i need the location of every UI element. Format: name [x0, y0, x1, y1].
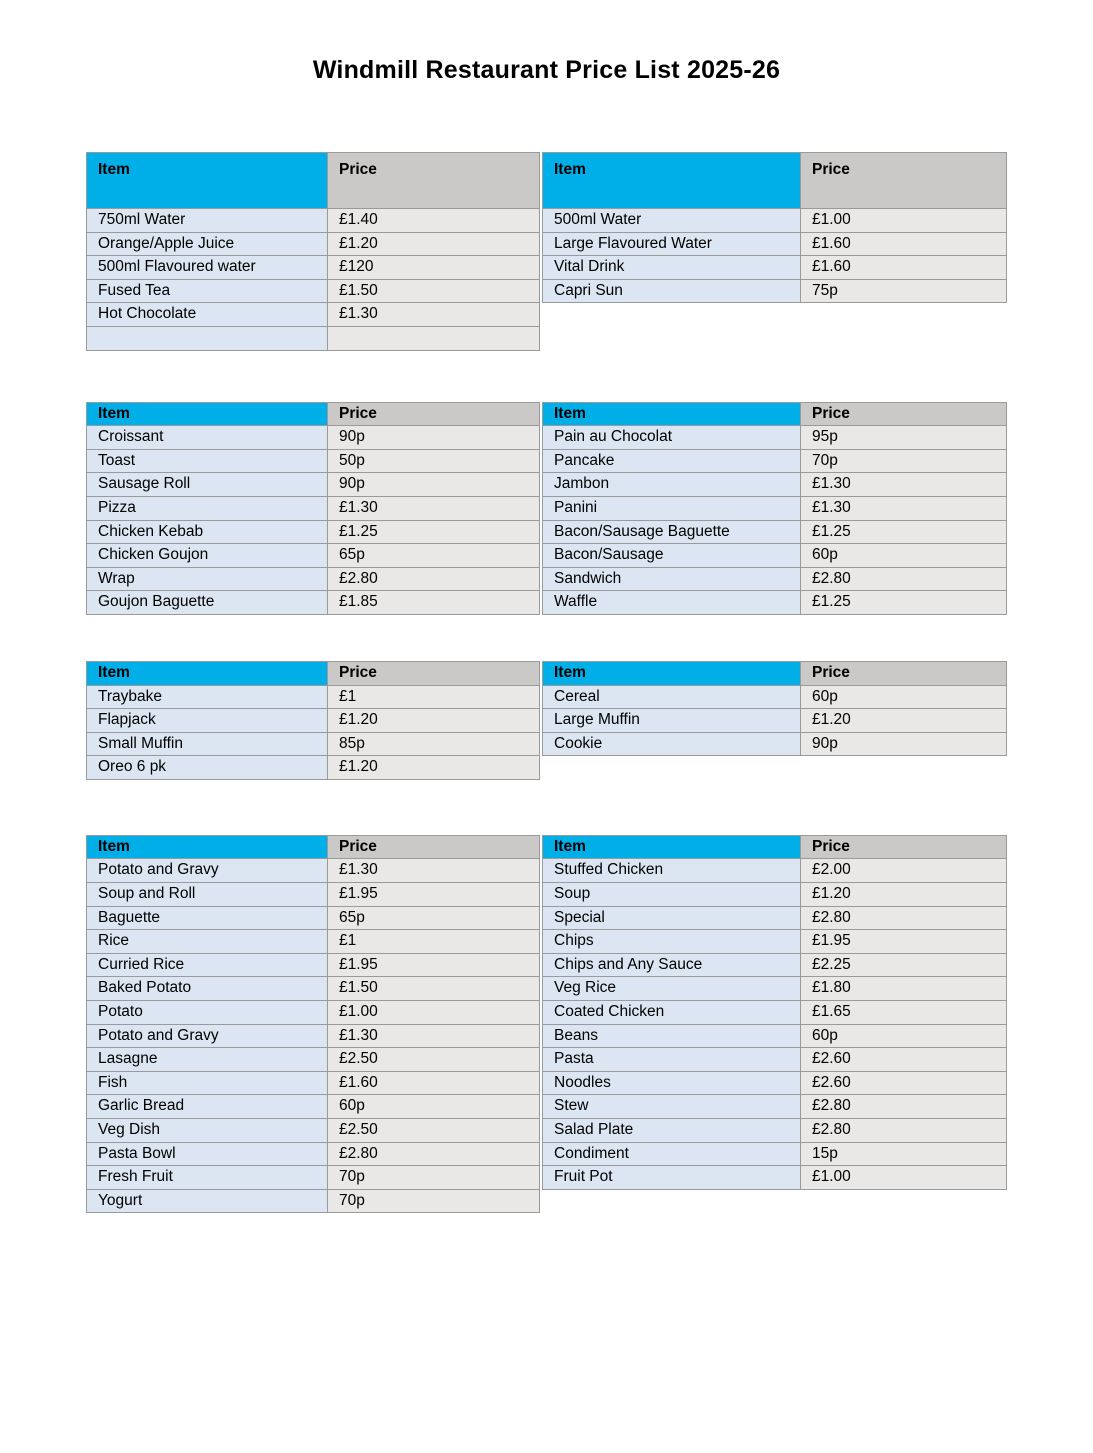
block-spacer	[86, 351, 1008, 402]
column-header-price: Price	[328, 402, 540, 426]
table-header-row	[543, 661, 1007, 685]
cell-item-name: 500ml Flavoured water	[87, 256, 328, 280]
price-table-drinks-right	[542, 152, 1007, 303]
cell-item-price: £1.60	[801, 256, 1007, 280]
table-row	[87, 1142, 540, 1166]
cell-item-name: Panini	[543, 496, 801, 520]
cell-item-price: £1.60	[328, 1071, 540, 1095]
cell-item-price: £1.95	[801, 930, 1007, 954]
cell-empty-price	[328, 326, 540, 350]
table-row	[543, 1142, 1007, 1166]
cell-item-price: £120	[328, 256, 540, 280]
table-row	[87, 756, 540, 780]
table-row	[87, 520, 540, 544]
cell-item-price: 95p	[801, 426, 1007, 450]
table-row	[87, 232, 540, 256]
cell-item-price: £2.60	[801, 1071, 1007, 1095]
table-row	[543, 496, 1007, 520]
cell-item-name: Oreo 6 pk	[87, 756, 328, 780]
column-header-price: Price	[328, 153, 540, 209]
cell-item-price: £2.80	[328, 567, 540, 591]
cell-item-name: Baked Potato	[87, 977, 328, 1001]
table-row	[87, 426, 540, 450]
cell-item-name: Fused Tea	[87, 279, 328, 303]
cell-item-price: 75p	[801, 279, 1007, 303]
cell-item-name: Goujon Baguette	[87, 591, 328, 615]
table-row	[87, 1024, 540, 1048]
cell-item-price: £1	[328, 930, 540, 954]
cell-item-name: Hot Chocolate	[87, 303, 328, 327]
table-row	[543, 685, 1007, 709]
table-row	[543, 256, 1007, 280]
cell-item-name: Chicken Goujon	[87, 544, 328, 568]
table-row	[543, 906, 1007, 930]
cell-item-price: 90p	[328, 426, 540, 450]
cell-item-price: £2.80	[801, 567, 1007, 591]
cell-item-price: £2.25	[801, 953, 1007, 977]
table-row	[87, 1166, 540, 1190]
table-row	[87, 709, 540, 733]
table-row	[543, 209, 1007, 233]
table-row	[87, 1071, 540, 1095]
cell-item-price: 90p	[328, 473, 540, 497]
cell-item-price: £1.00	[801, 209, 1007, 233]
cell-item-name: Vital Drink	[543, 256, 801, 280]
cell-item-name: Yogurt	[87, 1189, 328, 1213]
price-table-drinks-left	[86, 152, 540, 351]
cell-item-name: Orange/Apple Juice	[87, 232, 328, 256]
table-row	[543, 1095, 1007, 1119]
cell-item-price: £1.20	[328, 232, 540, 256]
table-row	[543, 591, 1007, 615]
column-header-price: Price	[801, 661, 1007, 685]
table-row	[87, 544, 540, 568]
cell-item-price: £1.20	[801, 883, 1007, 907]
table-row	[87, 256, 540, 280]
cell-item-price: £1.95	[328, 953, 540, 977]
cell-item-name: Coated Chicken	[543, 1001, 801, 1025]
cell-item-name: Traybake	[87, 685, 328, 709]
cell-item-price: £1.50	[328, 279, 540, 303]
table-header-row	[87, 153, 540, 209]
table-row	[543, 732, 1007, 756]
table-row	[87, 977, 540, 1001]
cell-item-price: £1.30	[328, 859, 540, 883]
table-row	[87, 449, 540, 473]
cell-empty-item	[87, 326, 328, 350]
cell-item-name: Potato and Gravy	[87, 859, 328, 883]
table-row	[87, 732, 540, 756]
cell-item-name: Baguette	[87, 906, 328, 930]
cell-item-price: £2.80	[328, 1142, 540, 1166]
cell-item-price: 50p	[328, 449, 540, 473]
table-row	[87, 209, 540, 233]
cell-item-name: Capri Sun	[543, 279, 801, 303]
cell-item-name: Cereal	[543, 685, 801, 709]
cell-item-price: 15p	[801, 1142, 1007, 1166]
cell-item-price: £1.30	[801, 496, 1007, 520]
cell-item-name: Lasagne	[87, 1048, 328, 1072]
cell-item-price: £2.60	[801, 1048, 1007, 1072]
cell-item-name: Small Muffin	[87, 732, 328, 756]
table-row	[543, 859, 1007, 883]
cell-item-price: £1.25	[801, 591, 1007, 615]
cell-item-name: Fruit Pot	[543, 1166, 801, 1190]
cell-item-name: Bacon/Sausage	[543, 544, 801, 568]
table-row	[543, 567, 1007, 591]
column-header-price: Price	[801, 402, 1007, 426]
cell-item-name: Veg Dish	[87, 1119, 328, 1143]
table-row	[543, 426, 1007, 450]
cell-item-price: £1.85	[328, 591, 540, 615]
cell-item-name: Curried Rice	[87, 953, 328, 977]
cell-item-price: £1	[328, 685, 540, 709]
column-header-item: Item	[543, 661, 801, 685]
table-row	[543, 473, 1007, 497]
cell-item-name: Stuffed Chicken	[543, 859, 801, 883]
cell-item-name: Special	[543, 906, 801, 930]
table-row	[543, 1071, 1007, 1095]
table-row	[543, 544, 1007, 568]
table-row	[543, 953, 1007, 977]
cell-item-name: Jambon	[543, 473, 801, 497]
table-header-row	[87, 402, 540, 426]
cell-item-price: £1.65	[801, 1001, 1007, 1025]
cell-item-price: £1.80	[801, 977, 1007, 1001]
price-table-bakery-snacks-right	[542, 661, 1007, 756]
cell-item-name: Bacon/Sausage Baguette	[543, 520, 801, 544]
column-header-item: Item	[543, 402, 801, 426]
cell-item-name: Condiment	[543, 1142, 801, 1166]
table-row	[543, 449, 1007, 473]
cell-item-name: Veg Rice	[543, 977, 801, 1001]
cell-item-price: 60p	[328, 1095, 540, 1119]
cell-item-price: £1.00	[801, 1166, 1007, 1190]
cell-item-price: £1.40	[328, 209, 540, 233]
table-row	[87, 1189, 540, 1213]
cell-item-price: £1.30	[328, 496, 540, 520]
price-table-hot-food-left	[86, 402, 540, 615]
cell-item-price: £2.80	[801, 1119, 1007, 1143]
cell-item-name: Soup	[543, 883, 801, 907]
cell-item-price: £1.30	[328, 1024, 540, 1048]
table-row	[543, 709, 1007, 733]
table-row	[543, 977, 1007, 1001]
table-row	[87, 567, 540, 591]
table-row	[543, 279, 1007, 303]
table-row	[87, 591, 540, 615]
price-table-main-meals-right	[542, 835, 1007, 1190]
table-row	[543, 1001, 1007, 1025]
cell-item-name: Large Muffin	[543, 709, 801, 733]
cell-item-price: £2.50	[328, 1119, 540, 1143]
cell-item-name: Toast	[87, 449, 328, 473]
cell-item-price: £2.50	[328, 1048, 540, 1072]
table-row	[87, 906, 540, 930]
cell-item-name: Beans	[543, 1024, 801, 1048]
cell-item-price: £2.00	[801, 859, 1007, 883]
cell-item-price: £1.20	[801, 709, 1007, 733]
cell-item-name: Noodles	[543, 1071, 801, 1095]
table-row	[87, 685, 540, 709]
cell-item-name: Flapjack	[87, 709, 328, 733]
price-table-hot-food-right	[542, 402, 1007, 615]
cell-item-price: 65p	[328, 906, 540, 930]
table-header-row	[543, 153, 1007, 209]
cell-item-name: Croissant	[87, 426, 328, 450]
cell-item-price: £1.50	[328, 977, 540, 1001]
cell-item-price: £2.80	[801, 1095, 1007, 1119]
cell-item-name: Garlic Bread	[87, 1095, 328, 1119]
cell-item-name: Large Flavoured Water	[543, 232, 801, 256]
column-header-price: Price	[328, 661, 540, 685]
cell-item-price: 70p	[328, 1189, 540, 1213]
cell-item-price: £1.25	[801, 520, 1007, 544]
cell-item-name: Sandwich	[543, 567, 801, 591]
cell-item-name: Potato and Gravy	[87, 1024, 328, 1048]
table-row	[87, 953, 540, 977]
table-row	[87, 1095, 540, 1119]
cell-item-name: Salad Plate	[543, 1119, 801, 1143]
table-row	[87, 279, 540, 303]
cell-item-price: 60p	[801, 685, 1007, 709]
table-row	[87, 883, 540, 907]
cell-item-name: Chips	[543, 930, 801, 954]
cell-item-price: £1.20	[328, 756, 540, 780]
page-title: Windmill Restaurant Price List 2025-26	[312, 56, 781, 84]
cell-item-price: £1.60	[801, 232, 1007, 256]
column-header-item: Item	[543, 153, 801, 209]
cell-item-name: Pancake	[543, 449, 801, 473]
cell-item-price: £1.20	[328, 709, 540, 733]
table-row	[87, 859, 540, 883]
column-header-item: Item	[87, 835, 328, 859]
cell-item-name: Cookie	[543, 732, 801, 756]
table-row	[87, 473, 540, 497]
cell-item-name: Sausage Roll	[87, 473, 328, 497]
cell-item-price: £1.30	[328, 303, 540, 327]
price-table-bakery-snacks-left	[86, 661, 540, 780]
table-row	[543, 520, 1007, 544]
cell-item-name: Pizza	[87, 496, 328, 520]
table-header-row	[87, 835, 540, 859]
cell-item-price: 60p	[801, 1024, 1007, 1048]
cell-item-price: £1.95	[328, 883, 540, 907]
column-header-price: Price	[328, 835, 540, 859]
cell-item-price: 60p	[801, 544, 1007, 568]
table-row-filler	[87, 326, 540, 350]
cell-item-name: Chips and Any Sauce	[543, 953, 801, 977]
table-header-row	[543, 402, 1007, 426]
cell-item-price: £1.30	[801, 473, 1007, 497]
column-header-item: Item	[87, 661, 328, 685]
cell-item-name: Pasta	[543, 1048, 801, 1072]
table-row	[543, 1048, 1007, 1072]
cell-item-price: 85p	[328, 732, 540, 756]
price-block-bakery-snacks	[86, 661, 1008, 780]
table-row	[543, 1024, 1007, 1048]
cell-item-name: Fish	[87, 1071, 328, 1095]
cell-item-price: 90p	[801, 732, 1007, 756]
cell-item-price: 70p	[328, 1166, 540, 1190]
price-table-main-meals-left	[86, 835, 540, 1214]
cell-item-name: Pain au Chocolat	[543, 426, 801, 450]
column-header-price: Price	[801, 835, 1007, 859]
cell-item-price: £2.80	[801, 906, 1007, 930]
cell-item-price: £1.00	[328, 1001, 540, 1025]
cell-item-name: Rice	[87, 930, 328, 954]
price-tables-container	[0, 152, 1093, 1213]
column-header-item: Item	[87, 153, 328, 209]
cell-item-name: Soup and Roll	[87, 883, 328, 907]
cell-item-name: Pasta Bowl	[87, 1142, 328, 1166]
cell-item-name: 500ml Water	[543, 209, 801, 233]
table-row	[543, 930, 1007, 954]
table-row	[543, 1166, 1007, 1190]
table-row	[87, 1048, 540, 1072]
cell-item-name: 750ml Water	[87, 209, 328, 233]
column-header-price: Price	[801, 153, 1007, 209]
table-row	[87, 303, 540, 327]
table-row	[87, 1001, 540, 1025]
cell-item-name: Chicken Kebab	[87, 520, 328, 544]
cell-item-price: 70p	[801, 449, 1007, 473]
cell-item-name: Fresh Fruit	[87, 1166, 328, 1190]
price-block-drinks	[86, 152, 1008, 351]
cell-item-name: Stew	[543, 1095, 801, 1119]
block-spacer	[86, 615, 1008, 661]
table-header-row	[87, 661, 540, 685]
cell-item-name: Potato	[87, 1001, 328, 1025]
block-spacer	[86, 780, 1008, 835]
table-row	[87, 496, 540, 520]
table-header-row	[543, 835, 1007, 859]
cell-item-price: £1.25	[328, 520, 540, 544]
column-header-item: Item	[87, 402, 328, 426]
table-row	[543, 1119, 1007, 1143]
table-row	[87, 930, 540, 954]
column-header-item: Item	[543, 835, 801, 859]
table-row	[543, 232, 1007, 256]
price-block-main-meals	[86, 835, 1008, 1214]
price-block-hot-food	[86, 402, 1008, 615]
cell-item-name: Waffle	[543, 591, 801, 615]
cell-item-price: 65p	[328, 544, 540, 568]
table-row	[543, 883, 1007, 907]
cell-item-name: Wrap	[87, 567, 328, 591]
table-row	[87, 1119, 540, 1143]
